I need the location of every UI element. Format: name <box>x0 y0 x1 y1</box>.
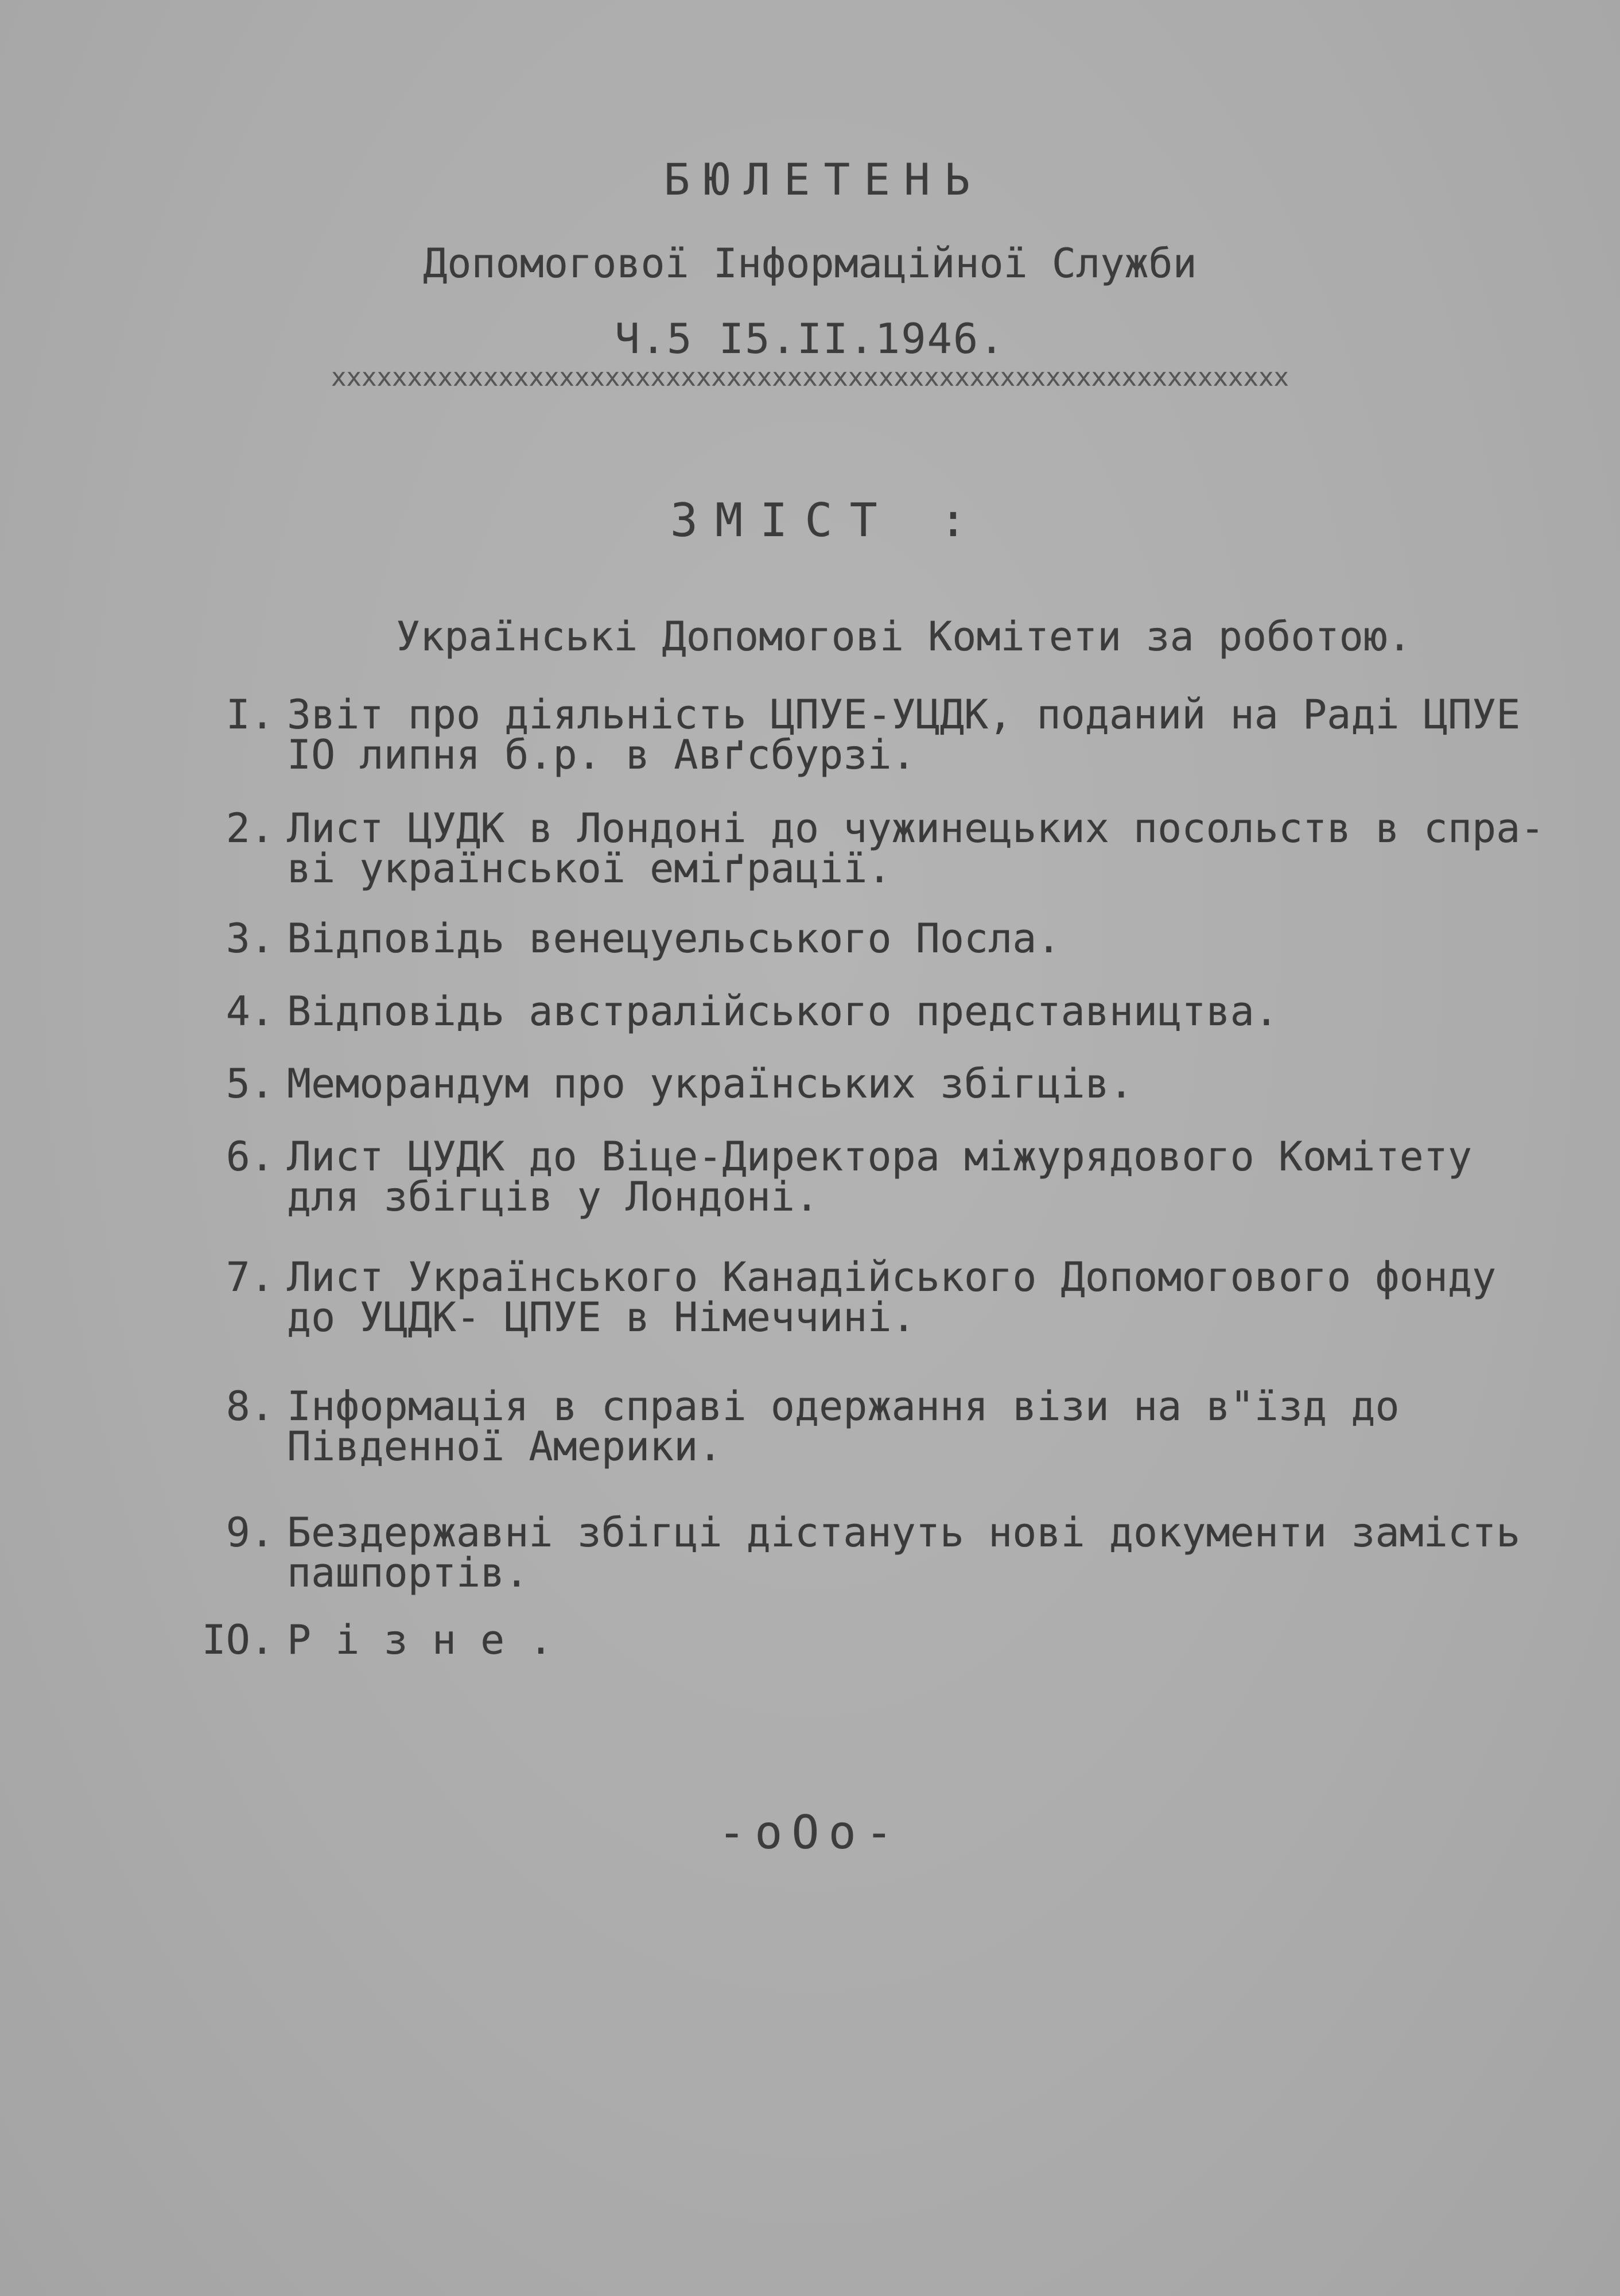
contents-intro: Українські Допомогові Комітети за роботою. <box>396 613 1412 660</box>
item-number: 4. <box>226 988 274 1035</box>
item-text-line: Меморандум про українських збігців. <box>287 1060 1134 1107</box>
list-item <box>226 988 1279 1035</box>
contents-heading: ЗМІСТ : <box>670 494 985 547</box>
item-number: I. <box>226 691 274 738</box>
item-text-line: пашпортів. <box>287 1549 529 1596</box>
item-text-line: Відповідь венецуельського Посла. <box>287 915 1061 962</box>
item-text-line: Бездержавні збігці дістануть нові документи замість <box>287 1509 1521 1556</box>
item-number: 8. <box>226 1383 274 1430</box>
item-text-line: ві української еміґрації. <box>287 845 892 892</box>
issue-number-date: Ч.5 I5.II.1946. <box>615 315 1005 363</box>
item-text-line: Р і з н е . <box>287 1616 553 1663</box>
item-text-line: для збігців у Лондоні. <box>287 1173 819 1220</box>
closing-mark: -оОо- <box>718 1806 902 1859</box>
item-number: 3. <box>226 915 274 962</box>
item-text-line: IO липня б.р. в Авґсбурзі. <box>287 731 916 778</box>
bulletin-subtitle: Допомогової Інформаційної Служби <box>423 240 1197 287</box>
bulletin-title: БЮЛЕТЕНЬ <box>663 154 984 205</box>
item-number: IO. <box>201 1616 274 1663</box>
list-item <box>226 1254 1497 1341</box>
item-text-line: Лист ЦУДК до Віце-Директора міжурядового Комітету <box>287 1133 1473 1180</box>
item-text-line: до УЦДК- ЦПУЕ в Німеччині. <box>287 1294 916 1341</box>
item-text-line: Інформація в справі одержання візи на в"їзд до <box>287 1383 1400 1430</box>
list-item <box>226 1133 1473 1220</box>
item-text-line: Лист Українського Канадійського Допомогового фонду <box>287 1254 1497 1301</box>
item-number: 9. <box>226 1509 274 1556</box>
list-item <box>201 1616 553 1663</box>
item-number: 5. <box>226 1060 274 1107</box>
item-text-line: Звіт про діяльність ЦПУЕ-УЦДК, поданий на Раді ЦПУЕ <box>287 691 1521 738</box>
list-item <box>226 915 1061 962</box>
list-item <box>226 805 1545 892</box>
item-number: 2. <box>226 805 274 852</box>
item-text-line: Південної Америки. <box>287 1423 722 1470</box>
list-item <box>226 1060 1134 1107</box>
item-number: 7. <box>226 1254 274 1301</box>
item-number: 6. <box>226 1133 274 1180</box>
item-text-line: Відповідь австралійського представництва. <box>287 988 1279 1035</box>
item-text-line: Лист ЦУДК в Лондоні до чужинецьких посольств в спра- <box>287 805 1545 852</box>
list-item <box>226 1509 1521 1596</box>
list-item <box>226 1383 1400 1470</box>
list-item <box>226 691 1521 778</box>
separator-line: xxxxxxxxxxxxxxxxxxxxxxxxxxxxxxxxxxxxxxxxxxxxxxxxxxxxxxxxxxxxxxx <box>331 363 1289 392</box>
